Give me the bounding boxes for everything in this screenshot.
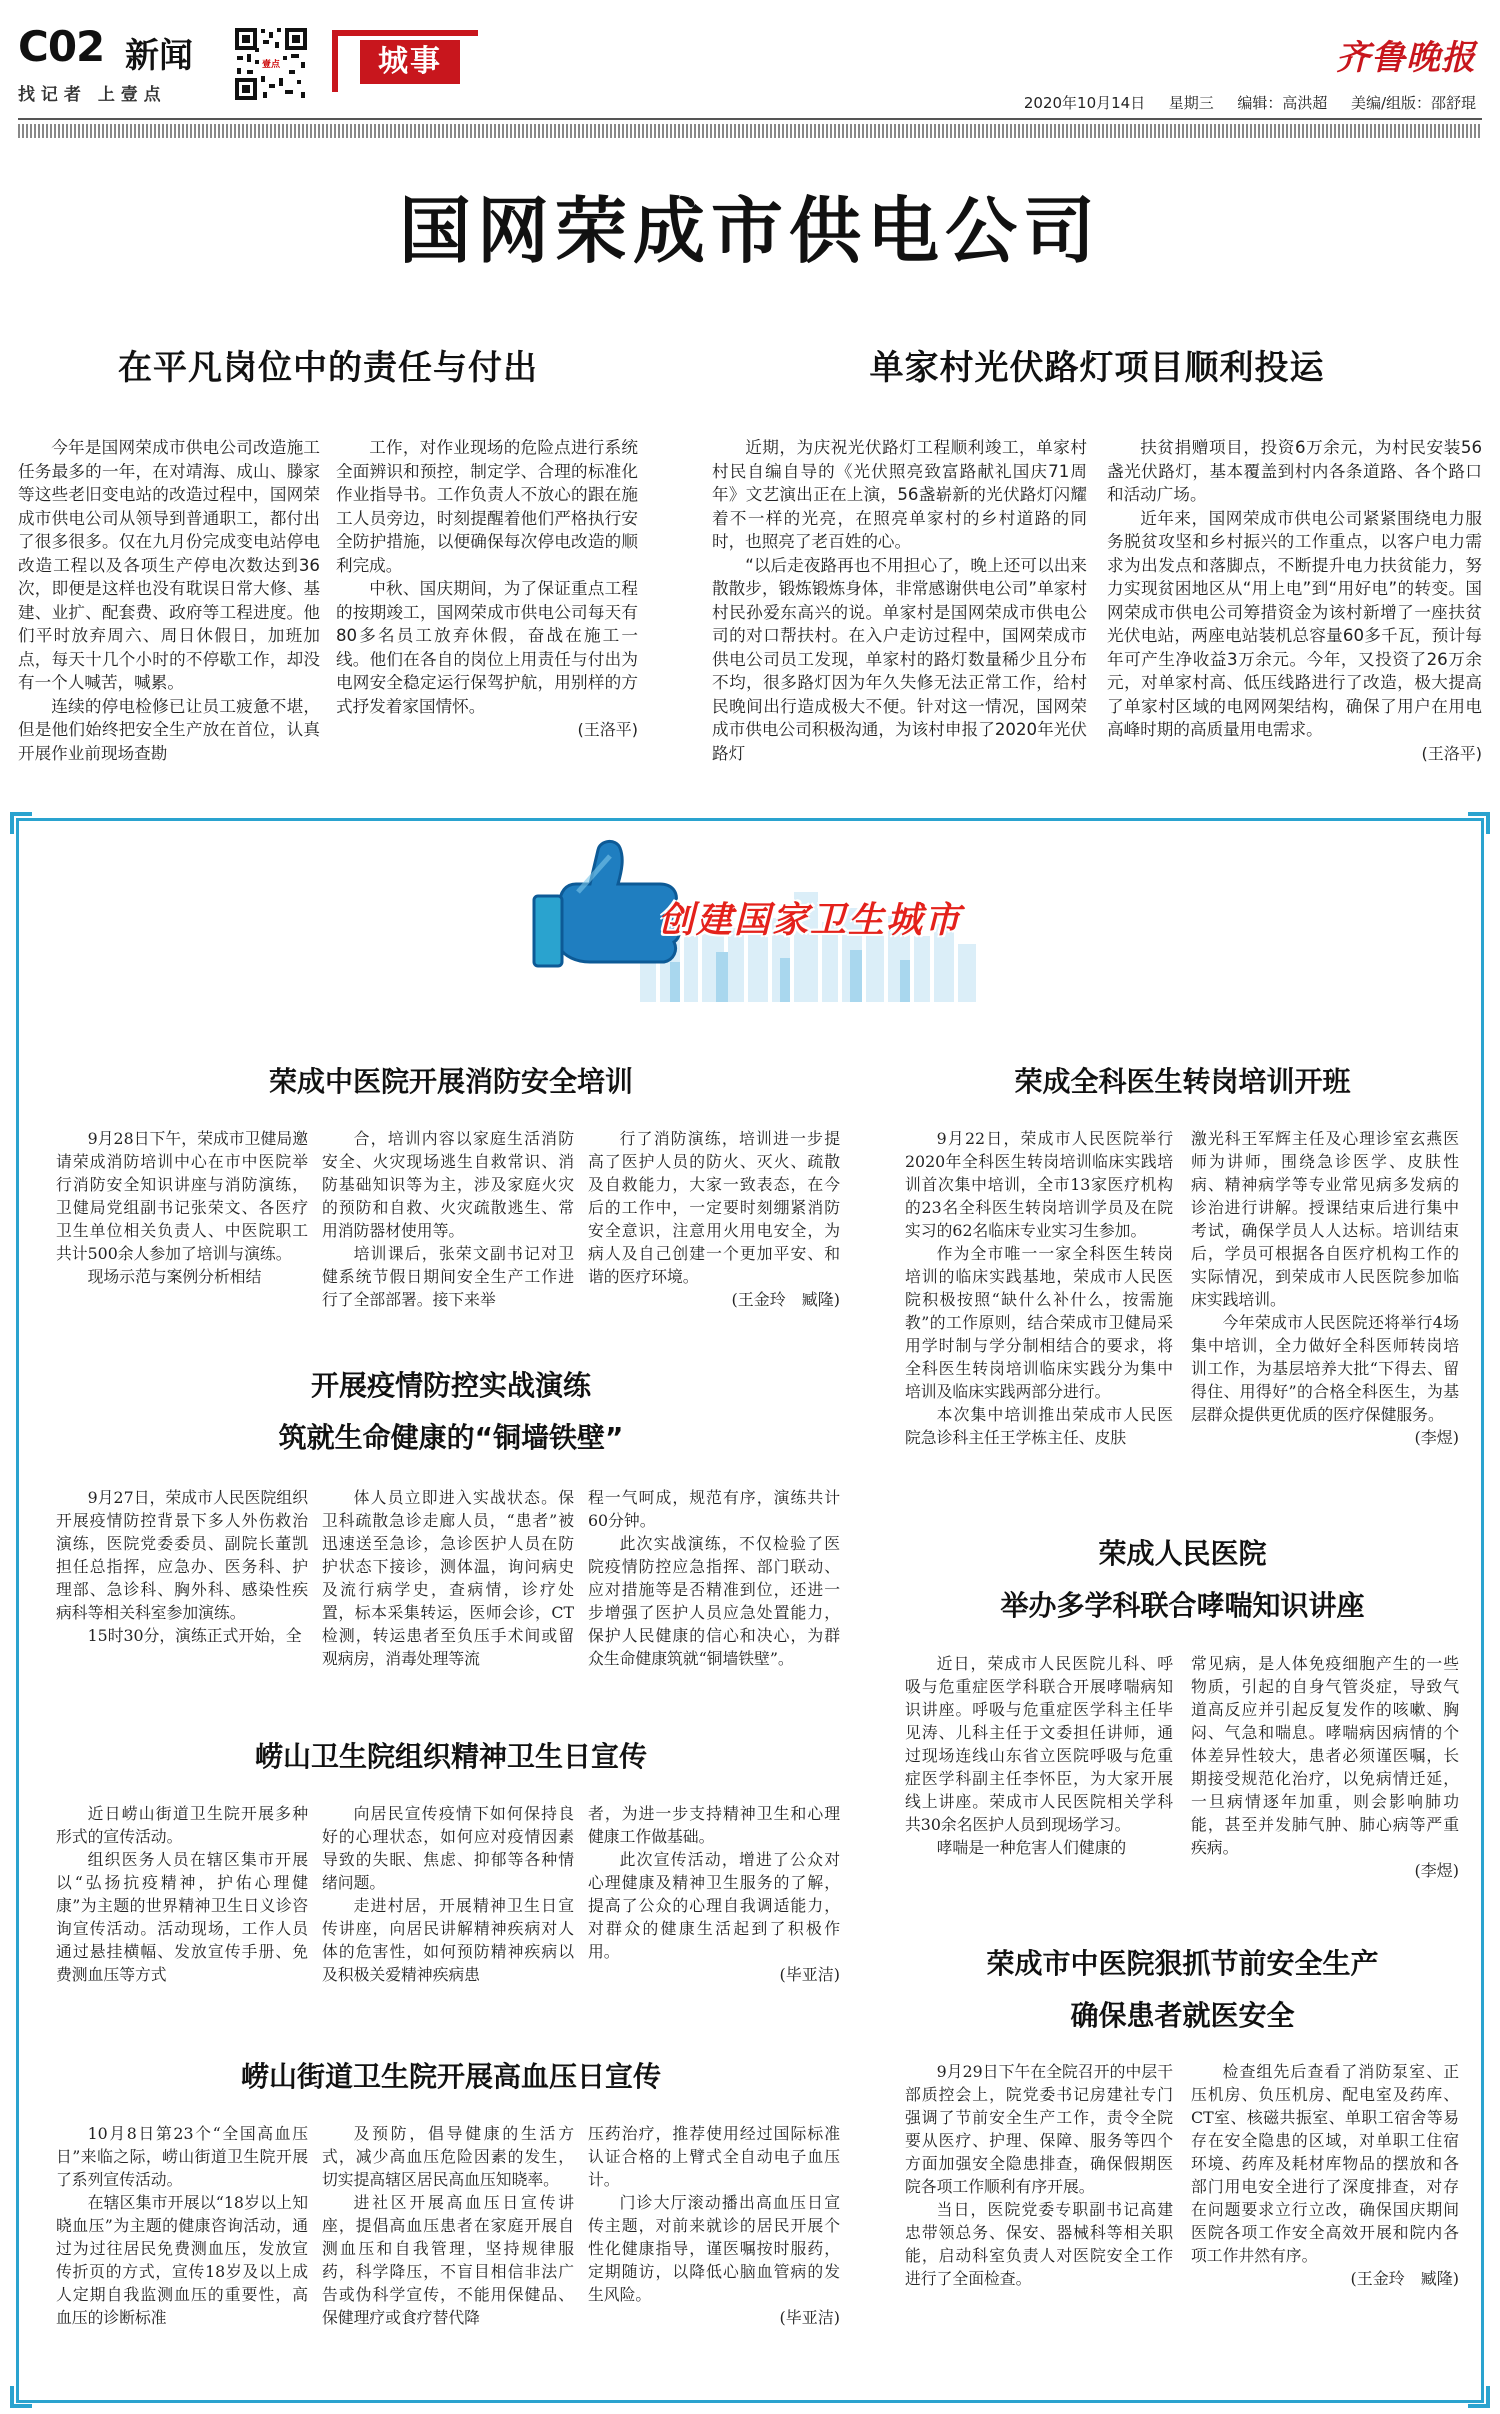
paragraph: 体人员立即进入实战状态。保卫科疏散急诊走廊人员，“患者”被迅速送至急诊，急诊医护人员在防护状态下接诊，测体温，询问病史及流行病学史，查病情，诊疗处置，标本采集转运，医师会诊，CT检测，转运患者至负压手术间或留观病房，消毒处理等流 <box>322 1488 574 1668</box>
paragraph: 激光科王军辉主任及心理诊室玄燕医师为讲师，围绕急诊医学、皮肤性病、精神病学等专业常见病多发病的诊治进行讲解。授课结束后进行集中考试，确保学员人人达标。培训结束后，学员可根据各自医疗机构工作的实际情况，到荣成市人民医院参加临床实践培训。 <box>1191 1129 1459 1309</box>
article-solar-lamps <box>712 340 1482 765</box>
paragraph: 近日，荣成市人民医院儿科、呼吸与危重症医学科联合开展哮喘病知识讲座。呼吸与危重症医学科主任毕见涛、儿科主任于文委担任讲师，通过现场连线山东省立医院呼吸与危重症医学科副主任李怀臣，为大家开展线上讲座。荣成市人民医院相关学科共30余名医护人员到现场学习。 <box>905 1654 1173 1834</box>
article-subtitle: 确保患者就医安全 <box>1070 1999 1295 2032</box>
article-title: 在平凡岗位中的责任与付出 <box>118 348 538 388</box>
section-name: 新闻 <box>125 36 193 76</box>
article-title: 荣成人民医院 <box>1098 1537 1267 1570</box>
paragraph: 此次实战演练，不仅检验了医院疫情防控应急指挥、部门联动、应对措施等是否精准到位，还进一步增强了医护人员应急处置能力，保护人民健康的信心和决心，为群众生命健康筑就“铜墙铁壁”。 <box>588 1534 840 1668</box>
paragraph: 工作，对作业现场的危险点进行系统全面辨识和预控，制定学、合理的标准化作业指导书。工作负责人不放心的跟在施工人员旁边，时刻提醒着他们严格执行安全防护措施，以便确保每次停电改造的顺利完成。 <box>336 438 638 575</box>
byline: (毕亚洁) <box>779 2308 840 2327</box>
paragraph: 检查组先后查看了消防泵室、正压机房、负压机房、配电室及药库、CT室、核磁共振室、单职工宿舍等易存在安全隐患的区域，对单职工住宿环境、药库及耗材库物品的摆放和各部门用电安全进行了深度排查，对存在问题要求立行立改，确保国庆期间医院各项工作安全高效开展和院内各项工作井然有序。 <box>1191 2062 1459 2265</box>
byline: (王金玲 臧隆) <box>731 1290 840 1309</box>
paragraph: 及预防，倡导健康的生活方式，减少高血压危险因素的发生，切实提高辖区居民高血压知晓率。 <box>322 2124 574 2189</box>
article-title: 荣成中医院开展消防安全培训 <box>268 1065 633 1098</box>
byline: (王洛平) <box>1421 743 1482 763</box>
paper-logo: 齐鲁晚报 <box>1336 38 1476 78</box>
article-subtitle: 筑就生命健康的“铜墙铁壁” <box>278 1421 624 1454</box>
section-tag <box>332 30 478 92</box>
paragraph: 近年来，国网荣成市供电公司紧紧围绕电力服务脱贫攻坚和乡村振兴的工作重点，以客户电力需求为出发点和落脚点，不断提升电力扶贫能力，努力实现贫困地区从“用上电”到“用好电”的转变。国网荣成市供电公司筹措资金为该村新增了一座扶贫光伏电站，两座电站装机总容量60多千瓦，预计每年可产生净收益3万余元。今年，又投资了26万余元，对单家村高、低压线路进行了改造，极大提高了单家村区域的电网网架结构，确保了用户在用电高峰时期的高质量用电需求。 <box>1107 508 1482 739</box>
article-asthma-lecture <box>905 1530 1460 1882</box>
byline: (李煜) <box>1414 1861 1459 1880</box>
paragraph: 者，为进一步支持精神卫生和心理健康工作做基础。 <box>588 1804 840 1846</box>
qr-code <box>233 26 309 102</box>
paragraph: 压药治疗，推荐使用经过国际标准认证合格的上臂式全自动电子血压计。 <box>588 2124 840 2189</box>
issue-editor: 编辑：高洪超 <box>1237 94 1328 112</box>
paragraph: 常见病，是人体免疫细胞产生的一些物质，引起的自身气管炎症，导致气道高反应并引起反复发作的咳嗽、胸闷、气急和喘息。哮喘病因病情的个体差异性较大，患者必须谨医嘱，长期接受规范化治疗，以免病情迁延，一旦病情逐年加重，则会影响肺功能，甚至并发肺气肿、肺心病等严重疾病。 <box>1191 1654 1459 1857</box>
paragraph: 在辖区集市开展以“18岁以上知晓血压”为主题的健康咨询活动，通过为过往居民免费测血压，发放宣传折页的方式，宣传18岁及以上成人定期自我监测血压的重要性，高血压的诊断标准 <box>56 2193 308 2327</box>
article-title: 单家村光伏路灯项目顺利投运 <box>869 348 1325 388</box>
paragraph: 向居民宣传疫情下如何保持良好的心理状态，如何应对疫情因素导致的失眠、焦虑、抑郁等各种情绪问题。 <box>322 1804 574 1892</box>
masthead <box>0 0 1500 142</box>
page-number: C02 <box>18 22 105 71</box>
paragraph: 进社区开展高血压日宣传讲座，提倡高血压患者在家庭开展自测血压和自我管理，坚持规律服药，科学降压，不盲目相信非法广告或伪科学宣传，不能用保健品、保健理疗或食疗替代降 <box>322 2193 574 2327</box>
paragraph: 组织医务人员在辖区集市开展以“弘扬抗疫精神，护佑心理健康”为主题的世界精神卫生日义诊咨询宣传活动。活动现场，工作人员通过悬挂横幅、发放宣传手册、免费测血压等方式 <box>56 1850 308 1984</box>
issue-date: 2020年10月14日 <box>1023 94 1146 112</box>
slogan: 找 记 者 上 壹 点 <box>18 85 161 105</box>
paragraph: 培训课后，张荣文副书记对卫健系统节假日期间安全生产工作进行了全部部署。接下来举 <box>322 1244 574 1309</box>
paragraph: 本次集中培训推出荣成市人民医院急诊科主任王学栋主任、皮肤 <box>905 1405 1173 1447</box>
paragraph: 10月8日第23个“全国高血压日”来临之际，崂山街道卫生院开展了系列宣传活动。 <box>56 2124 308 2189</box>
paragraph: 此次宣传活动，增进了公众对心理健康及精神卫生服务的了解，提高了公众的心理自我调适能力，对群众的健康生活起到了积极作用。 <box>588 1850 840 1961</box>
article-title: 荣成市中医院狠抓节前安全生产 <box>986 1947 1379 1980</box>
paragraph: 9月28日下午，荣成市卫健局邀请荣成消防培训中心在市中医院举行消防安全知识讲座与消防演练，卫健局党组副书记张荣文、各医疗卫生单位相关负责人、中医院职工共计500余人参加了培训与演练。 <box>56 1129 308 1263</box>
paragraph: 近期，为庆祝光伏路灯工程顺利竣工，单家村村民自编自导的《光伏照亮致富路献礼国庆71周年》文艺演出正在上演，56盏崭新的光伏路灯闪耀着不一样的光亮，在照亮单家村的乡村道路的同时，也照亮了老百姓的心。 <box>712 438 1087 551</box>
issue-weekday: 星期三 <box>1168 94 1214 112</box>
paragraph: 今年荣成市人民医院还将举行4场集中培训，全力做好全科医师转岗培训工作，为基层培养大批“下得去、留得住、用得好”的合格全科医生，为基层群众提供更优质的医疗保健服务。 <box>1191 1313 1459 1424</box>
article-epidemic-drill <box>56 1362 846 1670</box>
paragraph: 9月27日，荣成市人民医院组织开展疫情防控背景下多人外伤救治演练，医院党委委员、副院长董凯担任总指挥，应急办、医务科、护理部、急诊科、胸外科、感染性疾病科等相关科室参加演练。 <box>56 1488 308 1622</box>
banner-title: 国网荣成市供电公司 <box>398 189 1101 273</box>
paragraph: 当日，医院党委专职副书记高建忠带领总务、保安、器械科等相关职能，启动科室负责人对医院安全工作进行了全面检查。 <box>905 2200 1173 2288</box>
article-title: 开展疫情防控实战演练 <box>310 1369 591 1402</box>
paragraph: 中秋、国庆期间，为了保证重点工程的按期竣工，国网荣成市供电公司每天有80多名员工放弃休假，奋战在施工一线。他们在各自的岗位上用责任与付出为电网安全稳定运行保驾护航，用别样的方式抒发着家国情怀。 <box>336 579 638 716</box>
article-gp-training <box>905 1055 1460 1449</box>
paragraph: 连续的停电检修已让员工疲惫不堪，但是他们始终把安全生产放在首位，认真开展作业前现场查勘 <box>18 696 320 763</box>
byline: (毕亚洁) <box>779 1965 840 1984</box>
byline: (王洛平) <box>577 720 638 739</box>
paragraph: 今年是国网荣成市供电公司改造施工任务最多的一年，在对靖海、成山、滕家等这些老旧变电站的改造过程中，国网荣成市供电公司从领导到普通职工，都付出了很多很多。仅在九月份完成变电站停电改造工程以及各项生产停电次数达到36次，即便是这样也没有耽误日常大修、基建、业扩、配套费、政府等工程进度。他们平时放弃周六、周日休假日，加班加点，每天十几个小时的不停歇工作，却没有一个人喊苦，喊累。 <box>18 438 320 692</box>
section-tag-label: 城事 <box>360 40 460 84</box>
header-stripe <box>18 124 1482 138</box>
article-mental-health <box>56 1730 846 1986</box>
article-responsibility <box>18 340 638 765</box>
paragraph: 近日崂山街道卫生院开展多种形式的宣传活动。 <box>56 1804 308 1846</box>
health-city-logo <box>520 832 990 1012</box>
article-fire-training <box>56 1055 846 1311</box>
paragraph: 9月29日下午在全院召开的中层干部质控会上，院党委书记房建社专门强调了节前安全生产工作，责令全院要从医疗、护理、保障、服务等四个方面加强安全隐患排查，确保假期医院各项工作顺利有序开展。 <box>905 2062 1173 2196</box>
paragraph: 作为全市唯一一家全科医生转岗培训的临床实践基地，荣成市人民医院积极按照“缺什么补什么，按需施教”的工作原则，结合荣成市卫健局采用学时制与学分制相结合的要求，将全科医生转岗培训临床实践分为集中培训及临床实践两部分进行。 <box>905 1244 1173 1401</box>
issue-designer: 美编/组版：邵舒琨 <box>1350 94 1476 112</box>
paragraph: 哮喘是一种危害人们健康的 <box>936 1838 1127 1857</box>
paragraph: 程一气呵成，规范有序，演练共计60分钟。 <box>588 1488 840 1530</box>
article-title: 崂山街道卫生院开展高血压日宣传 <box>240 2060 661 2093</box>
header-rule <box>18 118 1482 120</box>
article-title: 崂山卫生院组织精神卫生日宣传 <box>254 1740 647 1773</box>
issue-info <box>1024 92 1476 113</box>
paragraph: 门诊大厅滚动播出高血压日宣传主题，对前来就诊的居民开展个性化健康指导，谨医嘱按时服药，定期随访，以降低心脑血管病的发生风险。 <box>588 2193 840 2304</box>
article-title: 荣成全科医生转岗培训开班 <box>1014 1065 1351 1098</box>
byline: (李煜) <box>1414 1428 1459 1447</box>
paragraph: 扶贫捐赠项目，投资6万余元，为村民安装56盏光伏路灯，基本覆盖到村内各条道路、各个路口和活动广场。 <box>1107 438 1482 504</box>
byline: (王金玲 臧隆) <box>1350 2269 1459 2288</box>
paragraph: 走进村居，开展精神卫生日宣传讲座，向居民讲解精神疾病对人体的危害性，如何预防精神疾病以及积极关爱精神疾病患 <box>322 1896 574 1984</box>
logo-title: 创建国家卫生城市 <box>657 900 962 941</box>
paragraph: 9月22日，荣成市人民医院举行2020年全科医生转岗培训临床实践培训首次集中培训，全市13家医疗机构的23名全科医生转岗培训学员及在院实习的62名临床专业实习生参加。 <box>905 1129 1173 1240</box>
paragraph: 15时30分，演练正式开始，全 <box>87 1626 302 1645</box>
paragraph: “以后走夜路再也不用担心了，晚上还可以出来散散步，锻炼锻炼身体，非常感谢供电公司”单家村村民孙爱东高兴的说。单家村是国网荣成市供电公司的对口帮扶村。在入户走访过程中，国网荣成市供电公司员工发现，单家村的路灯数量稀少且分布不均，很多路灯因为年久失修无法正常工作，给村民晚间出行造成极大不便。针对这一情况，国网荣成市供电公司积极沟通，为该村申报了2020年光伏路灯 <box>712 555 1087 763</box>
paragraph: 合，培训内容以家庭生活消防安全、火灾现场逃生自救常识、消防基础知识等为主，涉及家庭火灾的预防和自救、火灾疏散逃生、常用消防器材使用等。 <box>322 1129 574 1240</box>
paragraph: 行了消防演练，培训进一步提高了医护人员的防火、灭火、疏散及自救能力，大家一致表态，在今后的工作中，一定要时刻绷紧消防安全意识，注意用火用电安全，为病人及自己创建一个更加平安、和谐的医疗环境。 <box>588 1129 840 1286</box>
article-holiday-safety <box>905 1940 1460 2290</box>
qr-label: 壹点 <box>261 60 280 70</box>
article-hypertension <box>56 2050 846 2329</box>
article-subtitle: 举办多学科联合哮喘知识讲座 <box>1000 1589 1365 1622</box>
paragraph: 现场示范与案例分析相结 <box>87 1267 262 1286</box>
